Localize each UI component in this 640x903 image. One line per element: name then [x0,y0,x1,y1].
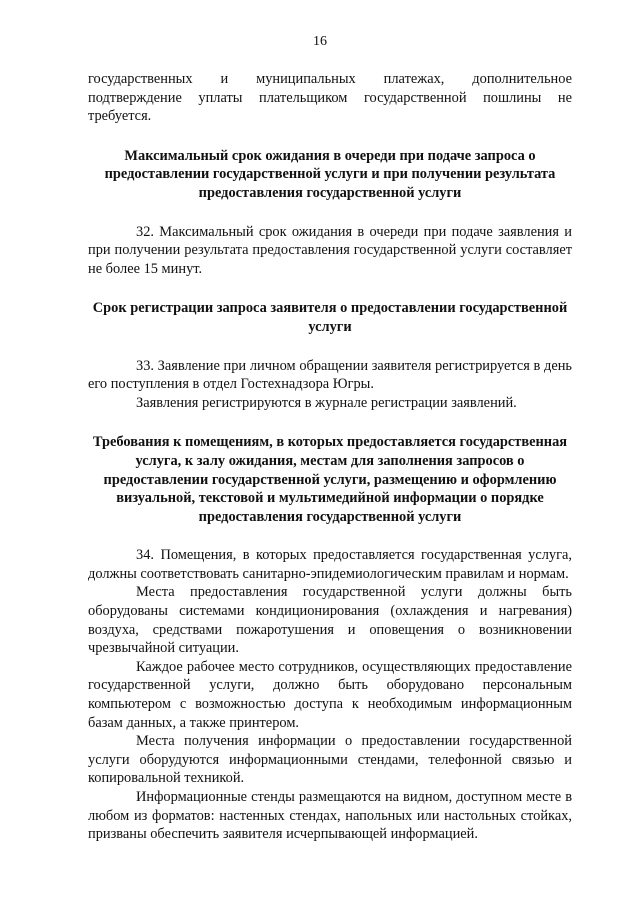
page-number: 16 [313,34,327,49]
paragraph-32: 32. Максимальный срок ожидания в очереди при подаче заявления и при получении результата предоставления государственной услуги составляет не более 15 минут. [88,223,572,277]
paragraph-34-service-places: Места предоставления государственной услуги должны быть оборудованы системами кондиционирования (охлаждения и нагревания) воздуха, средствами пожаротушения и оповещения о возникновении чрезвычайной ситуации. [88,584,572,657]
paragraph-34-info-stands: Информационные стенды размещаются на видном, доступном месте в любом из форматов: настенных стендах, напольных или настольных стойках, призваны обеспечить заявителя исчерпывающей информацией. [88,789,572,843]
heading-max-wait-time: Максимальный срок ожидания в очереди при подаче запроса о предоставлении государственной услуги и при получении результата предоставления государственной услуги [104,147,556,201]
document-body [88,70,572,844]
paragraph-34-info-places: Места получения информации о предоставлении государственной услуги оборудуются информационными стендами, телефонной связью и копировальной техникой. [88,733,572,787]
paragraph-33: 33. Заявление при личном обращении заявителя регистрируется в день его поступления в отдел Гостехнадзора Югры. [88,357,572,393]
paragraph-34: 34. Помещения, в которых предоставляется государственная услуга, должны соответствовать санитарно-эпидемиологическим правилам и нормам. [88,547,572,582]
paragraph-intro: государственных и муниципальных платежах, дополнительное подтверждение уплаты плательщиком государственной пошлины не требуется. [88,71,572,125]
heading-registration-term: Срок регистрации запроса заявителя о предоставлении государственной услуги [92,300,568,335]
heading-premises-requirements: Требования к помещениям, в которых предоставляется государственная услуга, к залу ожидания, местам для заполнения запросов о предоставлении государственной услуги, размещению и оформлению визуальной, текстовой и мультимедийной информации о порядке предоставления государственной услуги [92,434,568,525]
paragraph-33-journal: Заявления регистрируются в журнале регистрации заявлений. [136,394,517,411]
paragraph-34-workplaces: Каждое рабочее место сотрудников, осуществляющих предоставление государственной услуги, должно быть оборудовано персональным компьютером с возможностью доступа к необходимым информационным базам данных, а также принтером. [88,658,572,731]
